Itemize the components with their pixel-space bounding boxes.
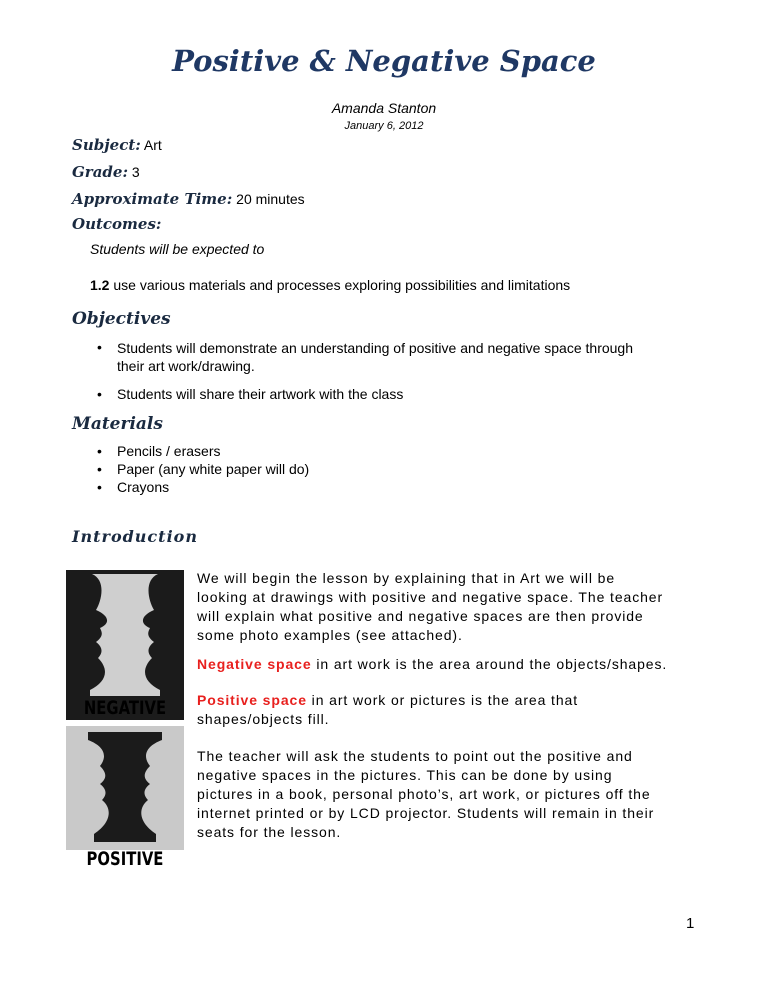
text-line: internet printed or by LCD projector. Students will remain in their bbox=[197, 805, 655, 821]
text-line: some photo examples (see attached). bbox=[197, 627, 463, 643]
time-label: Approximate Time: bbox=[72, 190, 233, 208]
bullet-icon: • bbox=[97, 339, 102, 355]
objective-line: Students will share their artwork with the class bbox=[117, 386, 404, 402]
grade-label: Grade: bbox=[72, 163, 129, 181]
outcome-text: use various materials and processes exploring possibilities and limitations bbox=[113, 277, 571, 293]
negative-term: Negative space bbox=[197, 656, 312, 672]
positive-caption: POSITIVE bbox=[86, 848, 164, 870]
intro-paragraph bbox=[197, 569, 697, 645]
subject-label: Subject: bbox=[72, 136, 141, 154]
subject-value: Art bbox=[143, 137, 162, 153]
text-line: looking at drawings with positive and negative space. The teacher bbox=[197, 589, 664, 605]
negative-rest: in art work is the area around the objects/shapes. bbox=[311, 656, 668, 672]
date: January 6, 2012 bbox=[344, 120, 424, 132]
grade-value: 3 bbox=[131, 164, 140, 180]
page-number: 1 bbox=[686, 915, 695, 932]
bullet-icon: • bbox=[97, 386, 102, 402]
objective-line: their art work/drawing. bbox=[117, 358, 255, 374]
outcomes-intro: Students will be expected to bbox=[90, 241, 265, 257]
author: Amanda Stanton bbox=[331, 100, 437, 116]
positive-space-image bbox=[66, 726, 184, 850]
bullet-icon: • bbox=[97, 479, 102, 495]
time-value: 20 minutes bbox=[236, 191, 305, 207]
activity-paragraph bbox=[197, 747, 697, 842]
bullet-icon: • bbox=[97, 443, 102, 459]
positive-term: Positive space bbox=[197, 692, 307, 708]
material-label: Paper (any white paper will do) bbox=[117, 461, 310, 477]
objectives-heading: Objectives bbox=[72, 309, 171, 329]
bullet-icon: • bbox=[97, 461, 102, 477]
grade-field bbox=[72, 163, 140, 181]
text-line: The teacher will ask the students to point out the positive and bbox=[197, 748, 633, 764]
positive-definition bbox=[197, 691, 697, 729]
faces-vase-positive-icon bbox=[66, 726, 184, 850]
material-label: Pencils / erasers bbox=[117, 443, 221, 459]
negative-caption: NEGATIVE bbox=[83, 697, 167, 719]
positive-rest: in art work or pictures is the area that bbox=[306, 692, 579, 708]
text-line: shapes/objects fill. bbox=[197, 711, 330, 727]
material-label: Crayons bbox=[117, 479, 170, 495]
introduction-heading: Introduction bbox=[72, 527, 198, 546]
subject-field bbox=[72, 136, 162, 154]
outcome-item bbox=[90, 277, 570, 293]
time-field bbox=[72, 190, 305, 208]
text-line: negative spaces in the pictures. This can be done by using bbox=[197, 767, 613, 783]
negative-definition bbox=[197, 655, 697, 674]
text-line: will explain what positive and negative spaces are then provide bbox=[197, 608, 644, 624]
outcomes-heading: Outcomes: bbox=[72, 215, 162, 233]
text-line: pictures in a book, personal photo’s, art work, or pictures off the bbox=[197, 786, 651, 802]
outcome-number: 1.2 bbox=[90, 277, 110, 293]
materials-heading: Materials bbox=[72, 414, 163, 434]
text-line: We will begin the lesson by explaining that in Art we will be bbox=[197, 570, 616, 586]
objective-line: Students will demonstrate an understanding of positive and negative space through bbox=[117, 340, 634, 356]
text-line: seats for the lesson. bbox=[197, 824, 342, 840]
page-title: Positive & Negative Space bbox=[172, 44, 596, 78]
